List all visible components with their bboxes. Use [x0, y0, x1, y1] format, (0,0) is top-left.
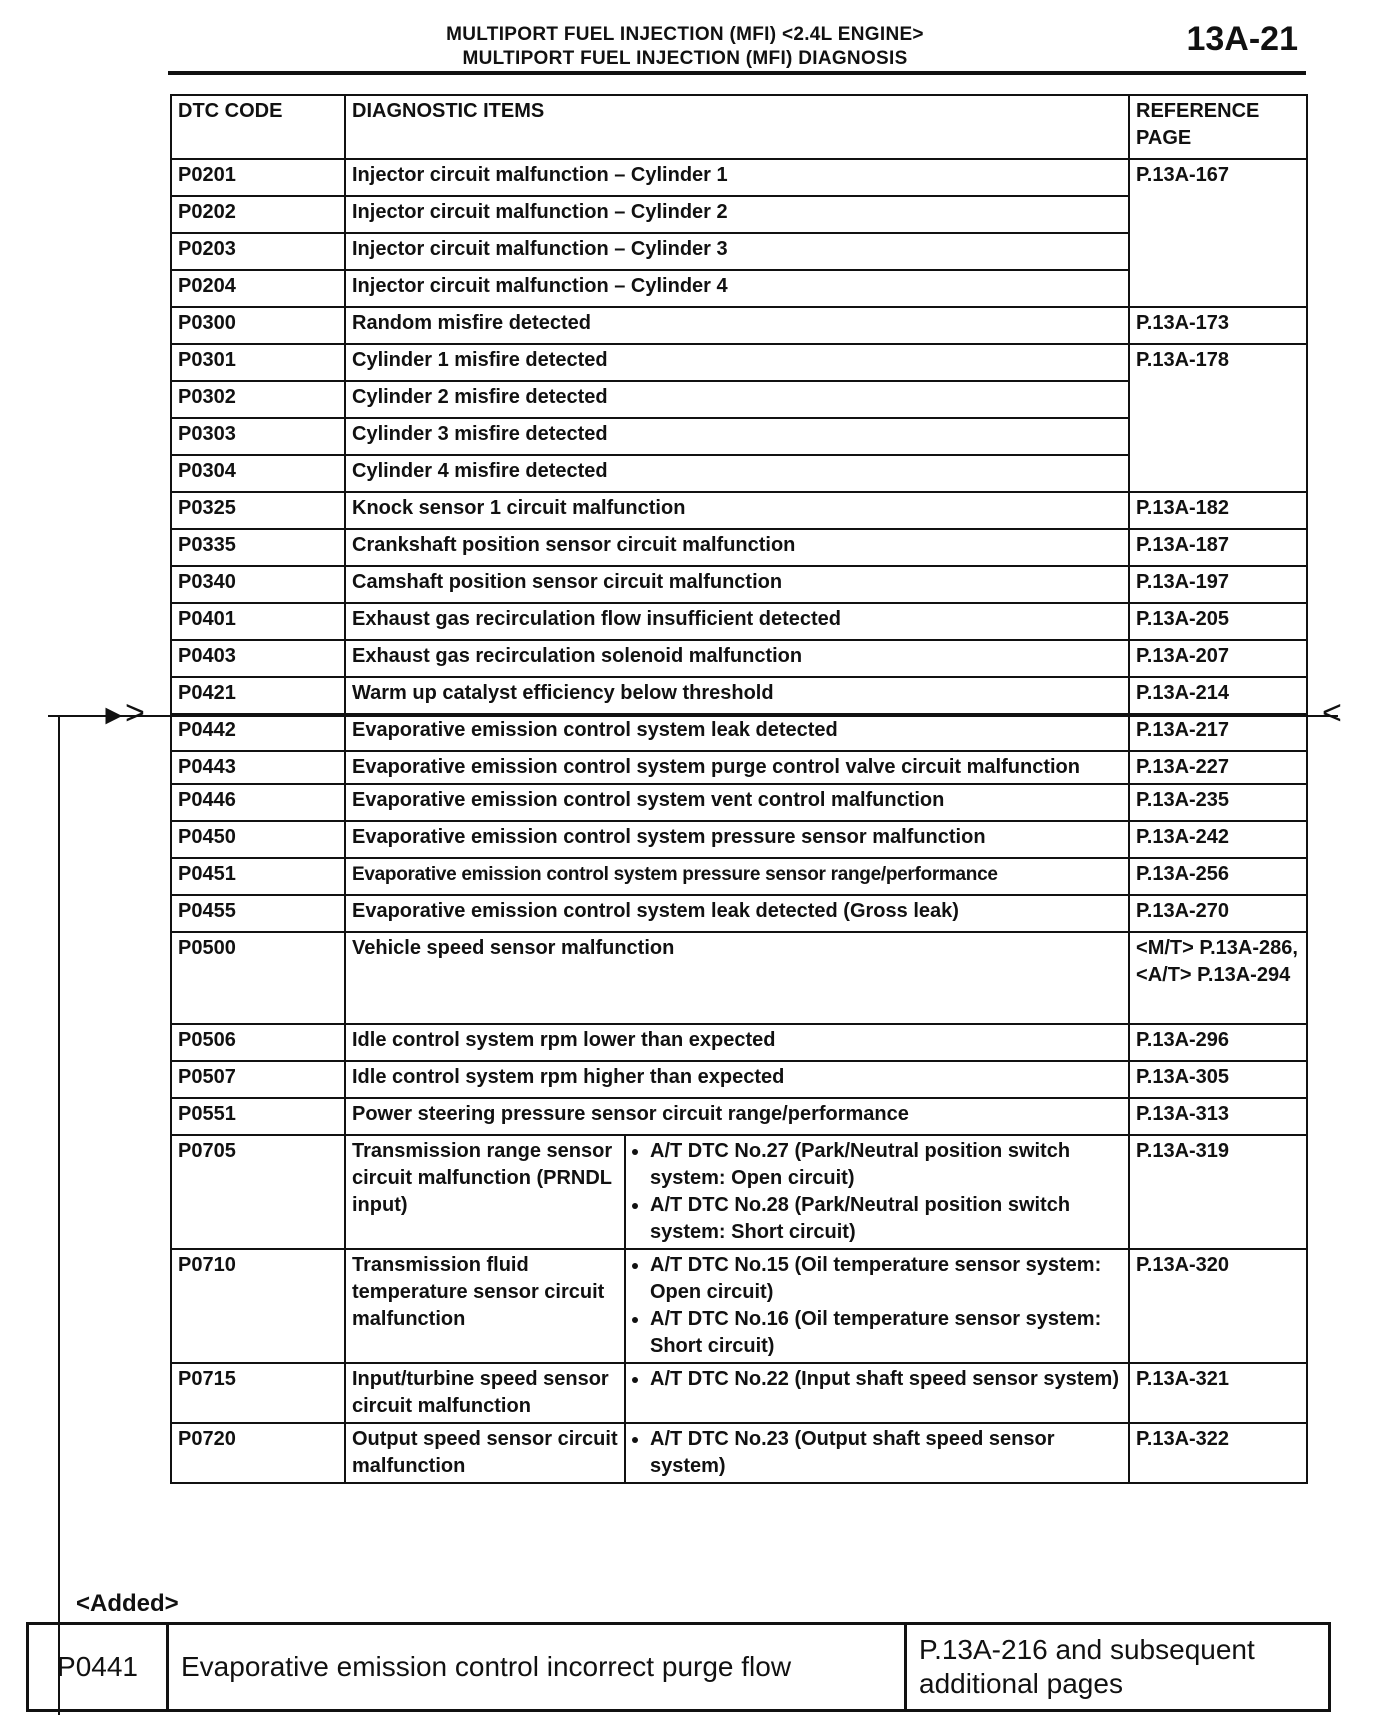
arrow-right-icon: ► [100, 699, 128, 730]
table-row [171, 1249, 1307, 1363]
diagnostic-item: Evaporative emission control system purge control valve circuit malfunction [345, 751, 1129, 784]
reference-page: P.13A-182 [1129, 492, 1307, 529]
dtc-code: P0450 [171, 821, 345, 858]
dtc-code: P0506 [171, 1024, 345, 1061]
diagnostic-item: Camshaft position sensor circuit malfunction [345, 566, 1129, 603]
reference-page: P.13A-217 [1129, 714, 1307, 751]
dtc-code: P0202 [171, 196, 345, 233]
table-row [171, 344, 1307, 381]
diagnostic-item: Cylinder 2 misfire detected [345, 381, 1129, 418]
diagnostic-item: Cylinder 4 misfire detected [345, 455, 1129, 492]
reference-page: P.13A-322 [1129, 1423, 1307, 1483]
change-marker-connector [58, 715, 60, 1715]
change-bracket-left-icon: > [125, 694, 145, 732]
dtc-code: P0442 [171, 714, 345, 751]
added-diagnostic-item: Evaporative emission control incorrect purge flow [168, 1624, 906, 1711]
dtc-code: P0301 [171, 344, 345, 381]
sub-items [625, 1363, 1129, 1423]
reference-page: P.13A-242 [1129, 821, 1307, 858]
diagnostic-item: Transmission fluid temperature sensor circuit malfunction [345, 1249, 625, 1363]
dtc-code: P0302 [171, 381, 345, 418]
dtc-code: P0303 [171, 418, 345, 455]
diagnostic-item: Random misfire detected [345, 307, 1129, 344]
table-row [171, 1061, 1307, 1098]
dtc-code: P0300 [171, 307, 345, 344]
column-header-items: DIAGNOSTIC ITEMS [345, 95, 1129, 159]
reference-page: <M/T> P.13A-286, <A/T> P.13A-294 [1129, 932, 1307, 1024]
table-row [171, 307, 1307, 344]
reference-page: P.13A-296 [1129, 1024, 1307, 1061]
sub-item: • A/T DTC No.15 (Oil temperature sensor system: Open circuit) [650, 1252, 1122, 1306]
table-row [171, 932, 1307, 1024]
diagnostic-item: Idle control system rpm lower than expected [345, 1024, 1129, 1061]
diagnostic-item: Warm up catalyst efficiency below threshold [345, 677, 1129, 714]
diagnostic-item: Vehicle speed sensor malfunction [345, 932, 1129, 1024]
change-marker-line [48, 715, 1338, 717]
diagnostic-item: Exhaust gas recirculation flow insufficient detected [345, 603, 1129, 640]
diagnostic-item: Transmission range sensor circuit malfunction (PRNDL input) [345, 1135, 625, 1249]
header-rule [168, 71, 1306, 75]
reference-page: P.13A-173 [1129, 307, 1307, 344]
table-row [171, 1098, 1307, 1135]
dtc-code: P0401 [171, 603, 345, 640]
reference-page: P.13A-207 [1129, 640, 1307, 677]
diagnostic-item: Output speed sensor circuit malfunction [345, 1423, 625, 1483]
page-header [0, 0, 1376, 80]
added-row [28, 1624, 1330, 1711]
table-row [171, 858, 1307, 895]
dtc-code: P0451 [171, 858, 345, 895]
added-dtc-code: P0441 [28, 1624, 168, 1711]
sub-item: • A/T DTC No.28 (Park/Neutral position switch system: Short circuit) [650, 1192, 1122, 1246]
dtc-code: P0446 [171, 784, 345, 821]
dtc-code: P0204 [171, 270, 345, 307]
dtc-code: P0720 [171, 1423, 345, 1483]
reference-page: P.13A-313 [1129, 1098, 1307, 1135]
reference-page: P.13A-227 [1129, 751, 1307, 784]
change-bracket-right-icon: < [1322, 694, 1342, 732]
column-header-reference: REFERENCE PAGE [1129, 95, 1307, 159]
page-number: 13A-21 [1186, 20, 1298, 58]
table-row [171, 1423, 1307, 1483]
diagnostic-item: Crankshaft position sensor circuit malfunction [345, 529, 1129, 566]
diagnostic-item: Idle control system rpm higher than expected [345, 1061, 1129, 1098]
diagnostic-item: Cylinder 3 misfire detected [345, 418, 1129, 455]
table-row [171, 603, 1307, 640]
table-row [171, 784, 1307, 821]
table-row [171, 566, 1307, 603]
diagnostic-item: Evaporative emission control system leak detected (Gross leak) [345, 895, 1129, 932]
column-header-code: DTC CODE [171, 95, 345, 159]
diagnostic-item: Injector circuit malfunction – Cylinder 1 [345, 159, 1129, 196]
dtc-code: P0335 [171, 529, 345, 566]
sub-items [625, 1135, 1129, 1249]
diagnostic-item: Cylinder 1 misfire detected [345, 344, 1129, 381]
reference-page: P.13A-167 [1129, 159, 1307, 307]
diagnostic-item: Injector circuit malfunction – Cylinder 3 [345, 233, 1129, 270]
diagnostic-item: Evaporative emission control system vent control malfunction [345, 784, 1129, 821]
header-title-line2: MULTIPORT FUEL INJECTION (MFI) DIAGNOSIS [462, 48, 908, 69]
dtc-code: P0421 [171, 677, 345, 714]
table-row [171, 640, 1307, 677]
sub-item: • A/T DTC No.16 (Oil temperature sensor system: Short circuit) [650, 1306, 1122, 1360]
dtc-code: P0201 [171, 159, 345, 196]
diagnostic-item: Injector circuit malfunction – Cylinder 2 [345, 196, 1129, 233]
diagnostic-item: Power steering pressure sensor circuit range/performance [345, 1098, 1129, 1135]
reference-page: P.13A-205 [1129, 603, 1307, 640]
table-row [171, 895, 1307, 932]
dtc-code: P0705 [171, 1135, 345, 1249]
table-row [171, 677, 1307, 714]
table-row [171, 529, 1307, 566]
table-row [171, 492, 1307, 529]
diagnostic-item: Exhaust gas recirculation solenoid malfunction [345, 640, 1129, 677]
table-row [171, 159, 1307, 196]
dtc-code: P0710 [171, 1249, 345, 1363]
diagnostic-item: Evaporative emission control system leak detected [345, 714, 1129, 751]
table-row [171, 751, 1307, 784]
reference-page: P.13A-270 [1129, 895, 1307, 932]
reference-page: P.13A-321 [1129, 1363, 1307, 1423]
dtc-code: P0500 [171, 932, 345, 1024]
diagnostic-item: Input/turbine speed sensor circuit malfunction [345, 1363, 625, 1423]
reference-page: P.13A-305 [1129, 1061, 1307, 1098]
dtc-code: P0455 [171, 895, 345, 932]
reference-page: P.13A-178 [1129, 344, 1307, 492]
diagnostic-item: Evaporative emission control system pressure sensor malfunction [345, 821, 1129, 858]
sub-items [625, 1249, 1129, 1363]
header-title-line1: MULTIPORT FUEL INJECTION (MFI) <2.4L ENGINE> [446, 24, 924, 45]
added-label: <Added> [76, 1590, 179, 1617]
diagnostic-item: Injector circuit malfunction – Cylinder 4 [345, 270, 1129, 307]
sub-item: • A/T DTC No.23 (Output shaft speed sensor system) [650, 1426, 1122, 1480]
table-row [171, 1363, 1307, 1423]
dtc-code: P0443 [171, 751, 345, 784]
sub-item: • A/T DTC No.22 (Input shaft speed sensor system) [650, 1366, 1122, 1393]
added-reference-page: P.13A-216 and subsequent additional pages [906, 1624, 1330, 1711]
reference-page: P.13A-235 [1129, 784, 1307, 821]
dtc-code: P0551 [171, 1098, 345, 1135]
table-row [171, 714, 1307, 751]
reference-page: P.13A-320 [1129, 1249, 1307, 1363]
dtc-code: P0304 [171, 455, 345, 492]
reference-page: P.13A-319 [1129, 1135, 1307, 1249]
dtc-code: P0403 [171, 640, 345, 677]
reference-page: P.13A-214 [1129, 677, 1307, 714]
reference-page: P.13A-197 [1129, 566, 1307, 603]
sub-item: • A/T DTC No.27 (Park/Neutral position switch system: Open circuit) [650, 1138, 1122, 1192]
dtc-code: P0325 [171, 492, 345, 529]
dtc-table [170, 94, 1308, 1484]
dtc-code: P0507 [171, 1061, 345, 1098]
diagnostic-item: Knock sensor 1 circuit malfunction [345, 492, 1129, 529]
dtc-code: P0715 [171, 1363, 345, 1423]
table-row [171, 821, 1307, 858]
sub-items [625, 1423, 1129, 1483]
table-header-row [171, 95, 1307, 159]
reference-page: P.13A-187 [1129, 529, 1307, 566]
table-row [171, 1135, 1307, 1249]
reference-page: P.13A-256 [1129, 858, 1307, 895]
dtc-code: P0340 [171, 566, 345, 603]
dtc-code: P0203 [171, 233, 345, 270]
table-row [171, 1024, 1307, 1061]
added-table [26, 1622, 1331, 1712]
diagnostic-item: Evaporative emission control system pressure sensor range/performance [345, 858, 1129, 895]
